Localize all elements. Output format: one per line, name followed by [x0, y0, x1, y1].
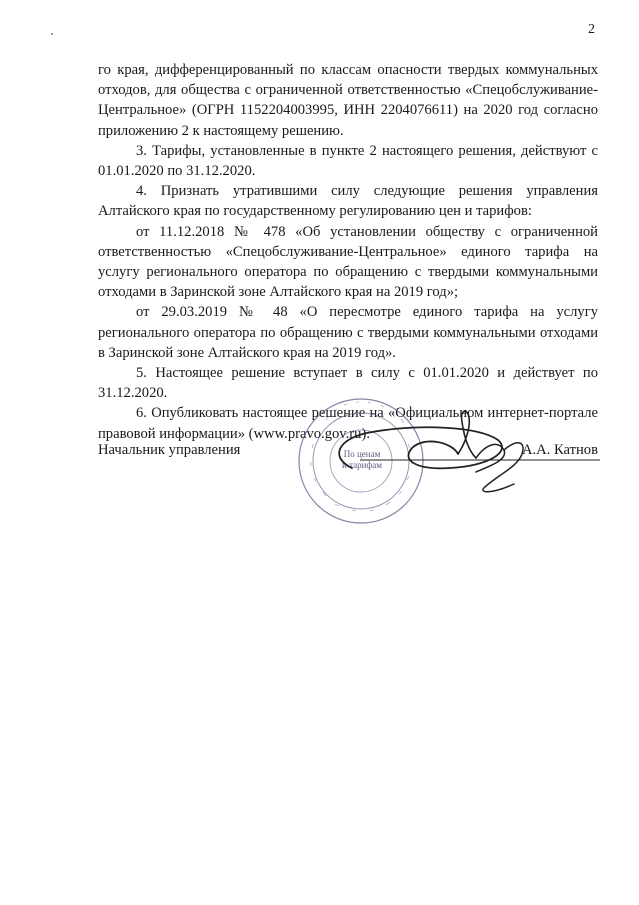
- scan-speck: [51, 33, 53, 35]
- page-number: 2: [588, 22, 595, 37]
- paragraph-4: 4. Признать утратившими силу следующие решения управления Алтайского края по государственному регулированию цен и тарифов:: [98, 183, 598, 220]
- stamp-line-1: По ценам: [343, 449, 381, 459]
- paragraph-6: 6. Опубликовать настоящее решение на «Официальном интернет-портале правовой информации» (www.pravo.gov.ru).: [98, 405, 598, 442]
- document-body: [98, 60, 598, 444]
- signatory-name: А.А. Катнов: [521, 442, 598, 458]
- paragraph-4-item-2: от 29.03.2019 № 48 «О пересмотре единого тарифа на услугу регионального оператора по обращению с твердыми коммунальными отходами в Заринской зоне Алтайского края на 2019 год».: [98, 304, 598, 361]
- paragraph-3: 3. Тарифы, установленные в пункте 2 настоящего решения, действуют с 01.01.2020 по 31.12.2020.: [98, 142, 598, 180]
- paragraph-4-item-1: от 11.12.2018 № 478 «Об установлении обществу с ограниченной ответственностью «Спецобслуживание-Центральное» единого тарифа на услугу регионального оператора по обращению с твердыми коммунальными отходами в Заринской зоне Алтайского края на 2019 год»;: [98, 223, 598, 301]
- stamp-line-2: и тарифам: [342, 460, 382, 470]
- paragraph-continuation: го края, дифференцированный по классам опасности твердых коммунальных отходов, для общества с ограниченной ответственностью «Спецобслуживание-Центральное» (ОГРН 1152204003995, ИНН 2204076611) на 2020 год согласно приложению 2 к настоящему решению.: [98, 62, 598, 139]
- paragraph-5: 5. Настоящее решение вступает в силу с 01.01.2020 и действует по 31.12.2020.: [98, 365, 598, 402]
- signatory-position: Начальник управления: [98, 442, 241, 458]
